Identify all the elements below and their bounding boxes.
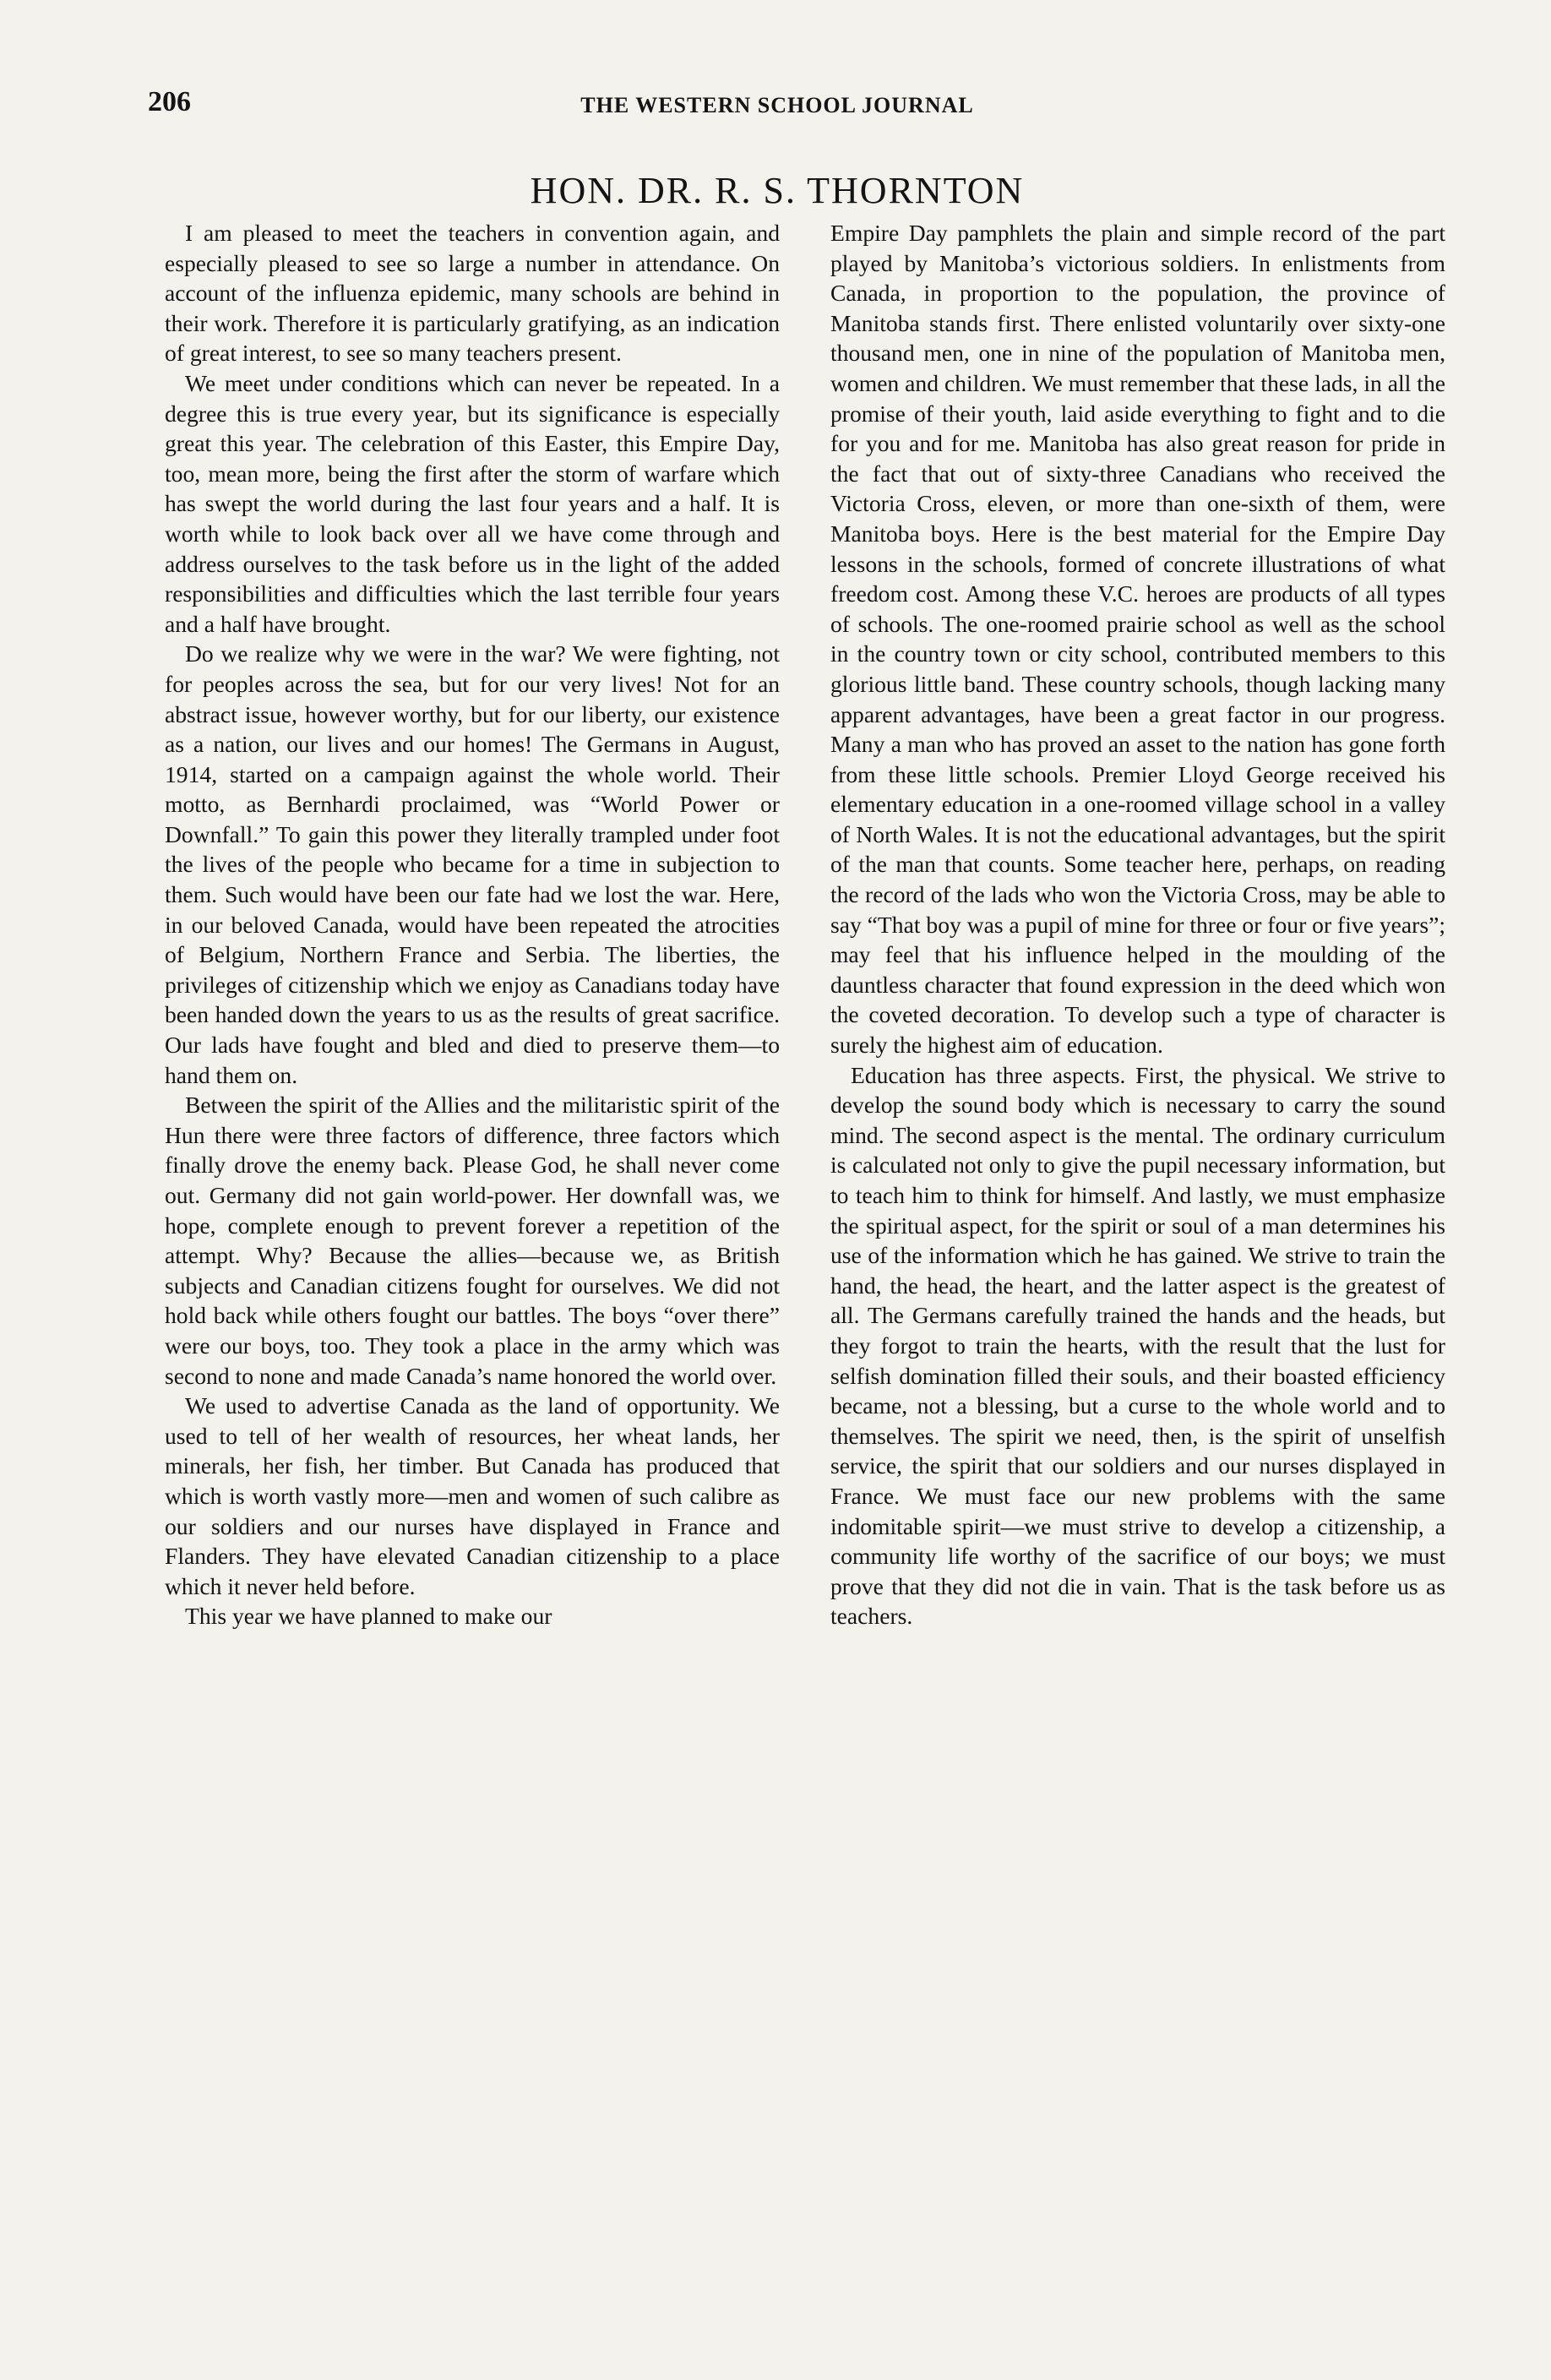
- paragraph: We meet under conditions which can never be repeated. In a degree this is true every year, but its significance is especially great this year. The celebration of this Easter, this Empire Day, too, mean more, being the first after the storm of warfare which has swept the world during the last four years and a half. It is worth while to look back over all we have come through and address ourselves to the task before us in the light of the added responsibilities and difficulties which the last terrible four years and a half have brought.: [165, 369, 780, 637]
- journal-title: THE WESTERN SCHOOL JOURNAL: [580, 93, 974, 117]
- paragraph: This year we have planned to make our: [185, 1603, 552, 1630]
- paragraph: I am pleased to meet the teachers in convention again, and especially pleased to see so large a number in attendance. On account of the influenza epidemic, many schools are behind in their work. Therefore it is particularly gratifying, as an indication of great interest, to see so many teachers present.: [165, 220, 780, 367]
- paragraph: Do we realize why we were in the war? We were fighting, not for peoples across the sea, but for our very lives! Not for an abstract issue, however worthy, but for our liberty, our existence as a nation, our lives and our homes! The Germans in August, 1914, started on a campaign against the whole world. Their motto, as Bernhardi proclaimed, was “World Power or Downfall.” To gain this power they literally trampled under foot the lives of the people who became for a time in subjection to them. Such would have been our fate had we lost the war. Here, in our beloved Canada, would have been repeated the atrocities of Belgium, Northern France and Serbia. The liberties, the privileges of citizenship which we enjoy as Canadians today have been handed down the years to us as the results of great sacrifice. Our lads have fought and bled and died to preserve them—to hand them on.: [165, 640, 780, 1088]
- right-column: [830, 218, 1445, 1631]
- page-number: 206: [148, 86, 191, 117]
- paragraph: We used to advertise Canada as the land of opportunity. We used to tell of her wealth of resources, her wheat lands, her minerals, her fish, her timber. But Canada has produced that which is worth vastly more—men and women of such calibre as our soldiers and our nurses have displayed in France and Flanders. They have elevated Canadian citizenship to a place which it never held before.: [165, 1392, 780, 1599]
- running-head: [148, 86, 1407, 120]
- paragraph: Education has three aspects. First, the physical. We strive to develop the sound body which is necessary to carry the sound mind. The second aspect is the mental. The ordinary curriculum is calculated not only to give the pupil necessary information, but to teach him to think for himself. And lastly, we must emphasize the spiritual aspect, for the spirit or soul of a man determines his use of the information which he has gained. We strive to train the hand, the head, the heart, and the latter aspect is the greatest of all. The Germans carefully trained the hands and the heads, but they forgot to train the hearts, with the result that the lust for selfish domination filled their souls, and their boasted efficiency became, not a blessing, but a curse to the whole world and to themselves. The spirit we need, then, is the spirit of unselfish service, the spirit that our soldiers and our nurses displayed in France. We must face our new problems with the same indomitable spirit—we must strive to develop a citizenship, a community life worthy of the sacrifice of our boys; we must prove that they did not die in vain. That is the task before us as teachers.: [830, 1061, 1445, 1630]
- article-title: HON. DR. R. S. THORNTON: [530, 170, 1025, 211]
- paragraph: Empire Day pamphlets the plain and simple record of the part played by Manitoba’s victorious soldiers. In enlistments from Canada, in proportion to the population, the province of Manitoba stands first. There enlisted voluntarily over sixty-one thousand men, one in nine of the population of Manitoba men, women and children. We must remember that these lads, in all the promise of their youth, laid aside everything to fight and to die for you and for me. Manitoba has also great reason for pride in the fact that out of sixty-three Canadians who received the Victoria Cross, eleven, or more than one-sixth of them, were Manitoba boys. Here is the best material for the Empire Day lessons in the schools, formed of concrete illustrations of what freedom cost. Among these V.C. heroes are products of all types of schools. The one-roomed prairie school as well as the school in the country town or city school, contributed members to this glorious little band. These country schools, though lacking many apparent advantages, have been a great factor in our progress. Many a man who has proved an asset to the nation has gone forth from these little schools. Premier Lloyd George received his elementary education in a one-roomed village school in a valley of North Wales. It is not the educational advantages, but the spirit of the man that counts. Some teacher here, perhaps, on reading the record of the lads who won the Victoria Cross, may be able to say “That boy was a pupil of mine for three or four or five years”; may feel that his influence helped in the moulding of the dauntless character that found expression in the deed which won the coveted decoration. To develop such a type of character is surely the highest aim of education.: [830, 220, 1445, 1059]
- left-column: [165, 218, 780, 1631]
- paragraph: Between the spirit of the Allies and the militaristic spirit of the Hun there were three factors of difference, three factors which finally drove the enemy back. Please God, he shall never come out. Germany did not gain world-power. Her downfall was, we hope, complete enough to prevent forever a repetition of the attempt. Why? Because the allies—because we, as British subjects and Canadian citizens fought for ourselves. We did not hold back while others fought our battles. The boys “over there” were our boys, too. They took a place in the army which was second to none and made Canada’s name honored the world over.: [165, 1092, 780, 1389]
